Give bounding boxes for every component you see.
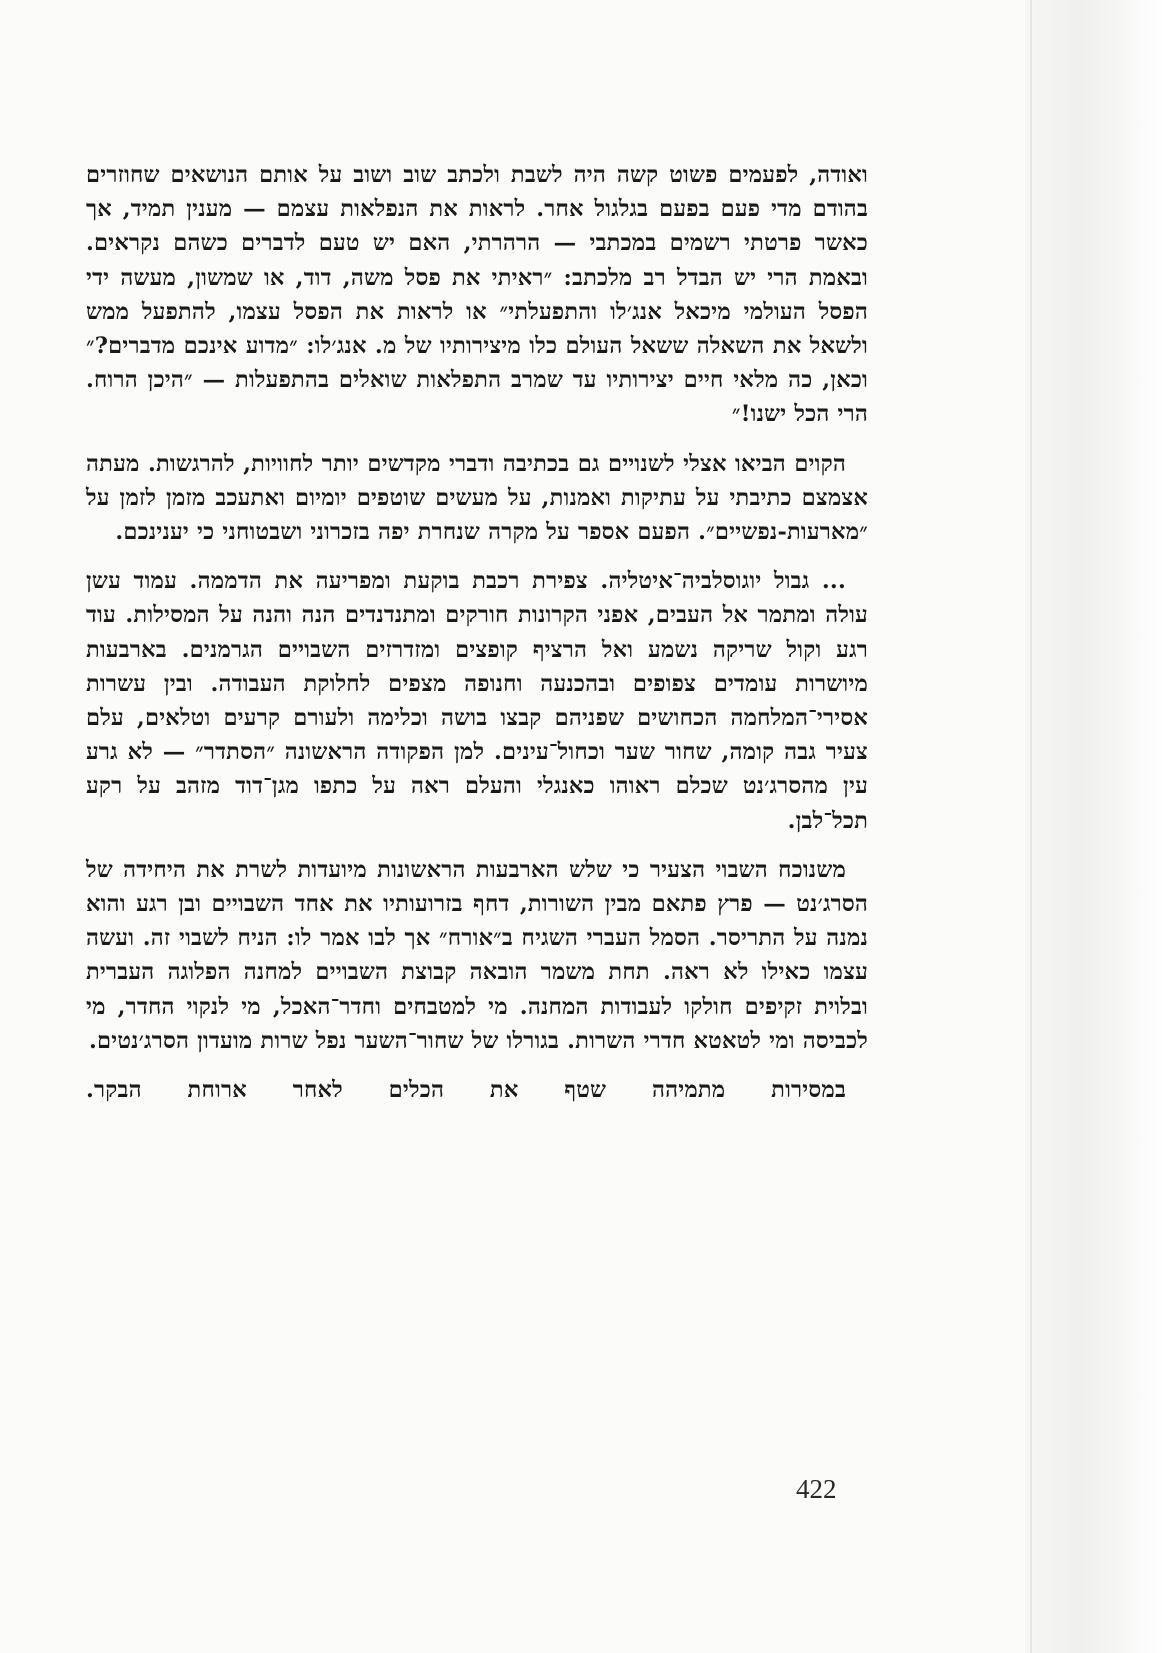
page-binding-edge <box>1025 0 1165 1653</box>
paragraph-3: ... גבול יוגוסלביה־איטליה. צפירת רכבת בוקעת ומפריעה את הדממה. עמוד עשן עולה ומתמר אל העבים, אפני הקרונות חורקים ומתנדנדים הנה והנה על המסילות. עוד רגע וקול שריקה נשמע ואל הרציף קופצים ומזדרזים השבויים הגרמנים. בארבעות מיושרות עומדים צפופים ובהכנעה וחנופה מצפים לחלוקת העבודה. ובין עשרות אסירי־המלחמה הכחושים שפניהם קבצו בושה וכלימה ולעורם קרעים וטלאים, עלם צעיר גבה קומה, שחור שער וכחול־עינים. למן הפקודה הראשונה ״הסתדר״ — לא גרע עין מהסרג׳נט שכלם ראוהו כאנגלי והעלם ראה על כתפו מגן־דוד מזהב על רקע תכל־לבן. <box>86 568 868 834</box>
paragraph-1: ואודה, לפעמים פשוט קשה היה לשבת ולכתב שוב ושוב על אותם הנושאים שחוזרים בהודם מדי פעם בפעם בגלגול אחר. לראות את הנפלאות עצמם — מענין תמיד, אך כאשר פרטתי רשמים במכתבי — הרהרתי, האם יש טעם לדברים כשהם נקראים. ובאמת הרי יש הבדל רב מלכתב: ״ראיתי את פסל משה, דוד, או שמשון, מעשה ידי הפסל העולמי מיכאל אנג׳לו והתפעלתי״ או לראות את הפסל עצמו, להתפעל ממש ולשאל את השאלה ששאל העולם כלו מיצירותיו של מ. אנג׳לו: ״מדוע אינכם מדברים?״ וכאן, כה מלאי חיים יצירותיו עד שמרב התפלאות שואלים בהתפעלות — ״היכן הרוח. הרי הכל ישנו!״ <box>86 162 868 428</box>
body-text <box>86 158 868 1122</box>
paragraph-2: הקוים הביאו אצלי לשנויים גם בכתיבה ודברי מקדשים יותר לחוויות, להרגשות. מעתה אצמצם כתיבתי על עתיקות ואמנות, על מעשים שוטפים יומיום ואתעכב מזמן לזמן על ״מארעות-נפשיים״. הפעם אספר על מקרה שנחרת יפה בזכרוני ושבטוחני כי יענינכם. <box>86 450 868 546</box>
paragraph-4: משנוכח השבוי הצעיר כי שלש הארבעות הראשונות מיועדות לשרת את היחידה של הסרג׳נט — פרץ פתאם מבין השורות, דחף בזרועותיו את אחד השבויים ובן רגע והוא נמנה על התריסר. הסמל העברי השגיח ב״אורח״ אך לבו אמר לו: הניח לשבוי זה. ועשה עצמו כאילו לא ראה. תחת משמר הובאה קבוצת השבויים למחנה הפלוגה העברית ובלוית זקיפים חולקו לעבודות המחנה. מי למטבחים וחדר־האכל, מי לנקוי החדר, מי לכביסה ומי לטאטא חדרי השרות. בגורלו של שחור־השער נפל שרות מועדון הסרג׳נטים. <box>86 856 868 1054</box>
page-fold-line <box>1030 0 1032 1653</box>
page-number: 422 <box>796 1474 837 1504</box>
paragraph-5: במסירות מתמיהה שטף את הכלים לאחר ארוחת הבקר. <box>86 1077 846 1104</box>
